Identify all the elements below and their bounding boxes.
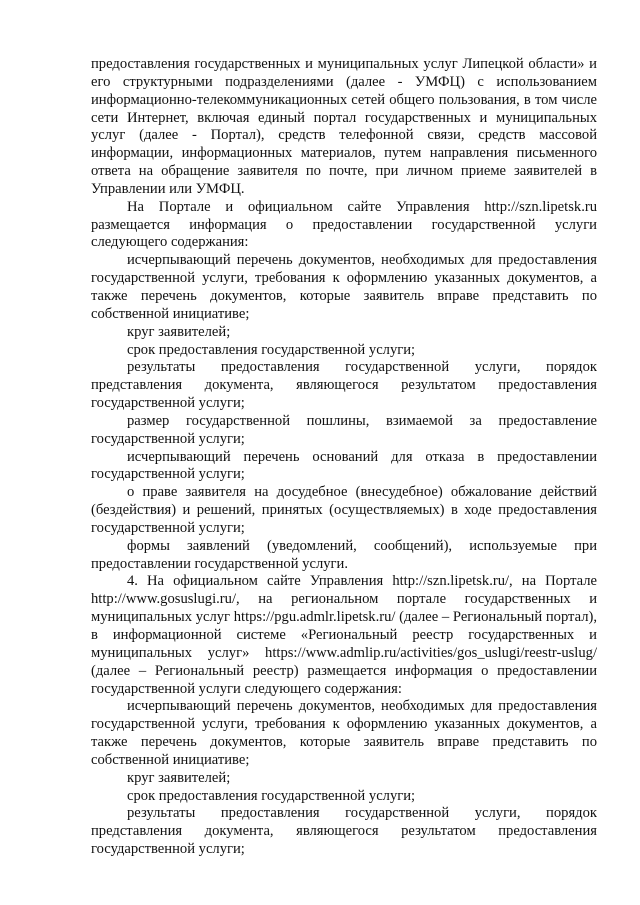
list-item-application-forms: формы заявлений (уведомлений, сообщений), используемые при предоставлении государственной услуги. [91,537,597,572]
list-item-applicants: круг заявителей; [127,323,231,340]
list-item-service-term-2: срок предоставления государственной услуги; [127,787,416,804]
list-item-service-results-2: результаты предоставления государственной услуги, порядок представления документа, являющегося результатом предоставления государственной услуги; [91,805,597,858]
list-item-state-fee: размер государственной пошлины, взимаемой за предоставление государственной услуги; [91,412,597,447]
list-item-documents-list: исчерпывающий перечень документов, необходимых для предоставления государственной услуги, требования к оформлению указанных документов, а также перечень документов, которые заявитель вправе представить по собственной инициативе; [91,252,597,322]
paragraph-portal-info: На Портале и официальном сайте Управления http://szn.lipetsk.ru размещается информация о предоставлении государственной услуги следующего содержания: [91,198,597,251]
list-item-service-results: результаты предоставления государственной услуги, порядок представления документа, являющегося результатом предоставления государственной услуги; [91,359,597,412]
document-page [91,56,597,859]
list-item-applicants-2: круг заявителей; [127,769,231,786]
list-item-refusal-grounds: исчерпывающий перечень оснований для отказа в предоставлении государственной услуги; [91,448,597,483]
list-item-service-term: срок предоставления государственной услуги; [127,341,416,358]
paragraph-intro-continuation: предоставления государственных и муниципальных услуг Липецкой области» и его структурными подразделениями (далее - УМФЦ) с использованием информационно-телекоммуникационных сетей общего пользования, в том числе сети Интернет, включая единый портал государственных и муниципальных услуг (далее - Портал), средств телефонной связи, средств массовой информации, информационных материалов, путем направления письменного ответа на обращение заявителя по почте, при личном приеме заявителей в Управлении или УМФЦ. [91,56,597,197]
list-item-documents-list-2: исчерпывающий перечень документов, необходимых для предоставления государственной услуги, требования к оформлению указанных документов, а также перечень документов, которые заявитель вправе представить по собственной инициативе; [91,698,597,768]
list-item-appeal-right: о праве заявителя на досудебное (внесудебное) обжалование действий (бездействия) и решений, принятых (осуществляемых) в ходе предоставления государственной услуги; [91,484,597,536]
paragraph-item-4: 4. На официальном сайте Управления http://szn.lipetsk.ru/, на Портале http://www.gosuslugi.ru/, на региональном портале государственных и муниципальных услуг https://pgu.admlr.lipetsk.ru/ (далее – Региональный портал), в информационной системе «Региональный реестр государственных и муниципальных услуг» https://www.admlip.ru/activities/gos_uslugi/reestr-uslug/ (далее – Региональный реестр) размещается информация о предоставлении государственной услуги следующего содержания: [91,573,597,697]
